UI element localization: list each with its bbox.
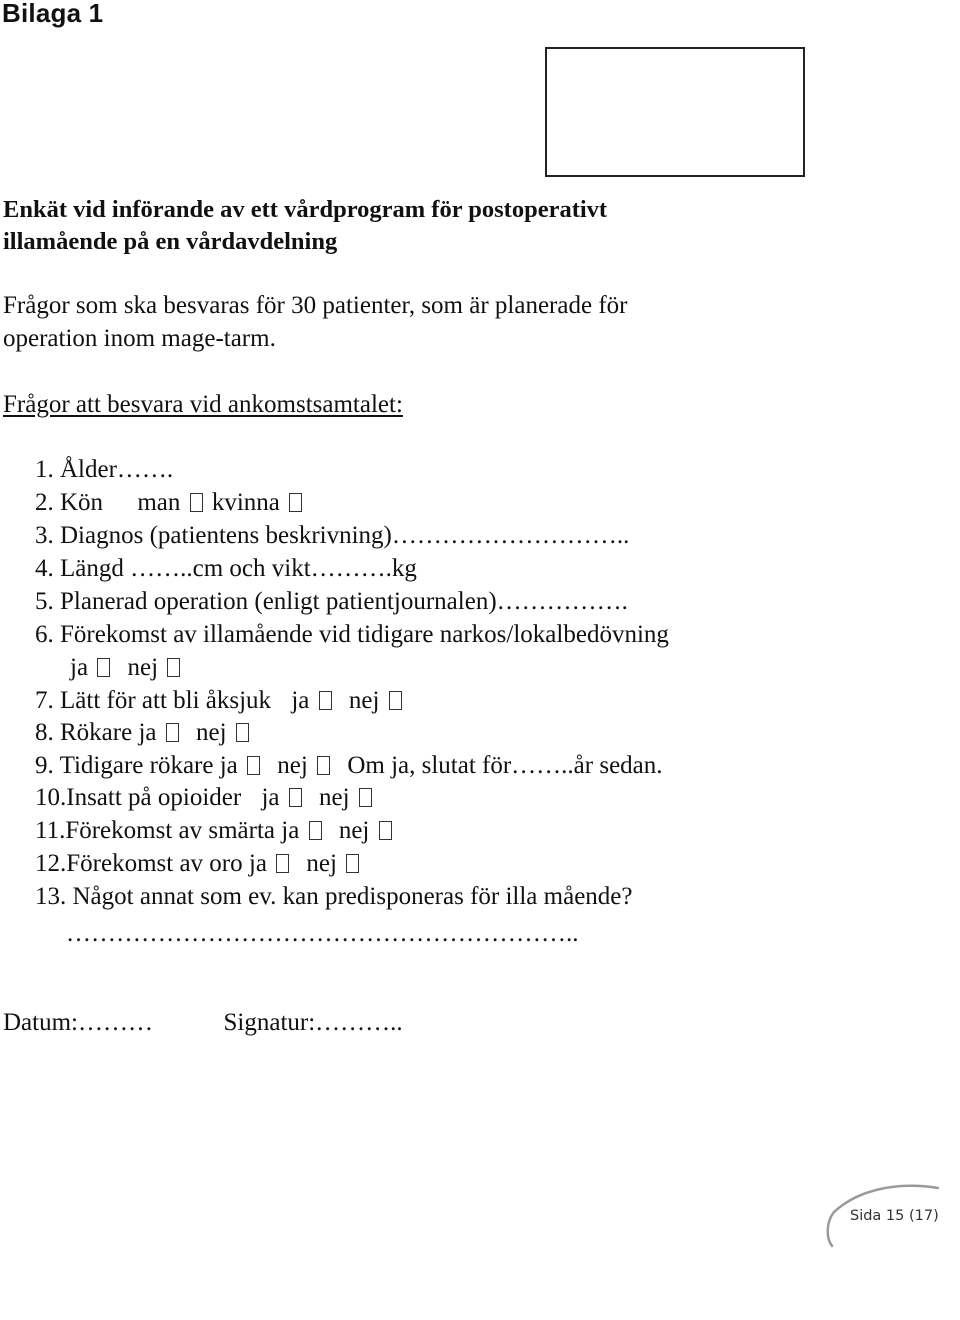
- option-label: kvinna: [211, 489, 280, 516]
- question-4: [35, 553, 417, 585]
- question-followup: Om ja, slutat för……..år sedan.: [347, 752, 663, 779]
- checkbox-nej[interactable]: [389, 691, 402, 710]
- checkbox-ja[interactable]: [319, 691, 332, 710]
- page-number: Sida 15 (17): [850, 1208, 939, 1224]
- question-8: [35, 717, 252, 749]
- option-label: man: [137, 489, 181, 516]
- option-label: nej: [127, 654, 159, 681]
- question-text: Något annat som ev. kan predisponeras för illa mående?: [72, 883, 633, 910]
- question-text: Insatt på opioider: [66, 784, 242, 811]
- option-label: ja: [281, 817, 300, 844]
- question-11: [35, 815, 395, 847]
- question-number: 1.: [35, 456, 54, 483]
- question-number: 5.: [35, 588, 54, 615]
- question-number: 7.: [35, 687, 54, 714]
- checkbox-ja[interactable]: [309, 821, 322, 840]
- question-7: [35, 685, 405, 717]
- datum-field[interactable]: Datum:………: [3, 1009, 153, 1036]
- question-number: 13.: [35, 883, 67, 910]
- question-number: 3.: [35, 522, 54, 549]
- checkbox-nej[interactable]: [317, 756, 330, 775]
- option-label: nej: [306, 850, 337, 877]
- question-number: 4.: [35, 555, 54, 582]
- question-6: [35, 619, 669, 651]
- question-text: Ålder…….: [60, 456, 174, 483]
- question-2: [35, 487, 305, 519]
- checkbox-kvinna[interactable]: [289, 493, 302, 512]
- page-heading: Bilaga 1: [2, 0, 104, 28]
- question-number: 6.: [35, 621, 54, 648]
- question-text: Diagnos (patientens beskrivning)………………………..: [60, 522, 630, 549]
- stamp-box: [545, 47, 805, 177]
- question-5: [35, 586, 628, 618]
- question-text: Planerad operation (enligt patientjournalen)…………….: [60, 588, 628, 615]
- document-title: [3, 194, 763, 258]
- checkbox-ja[interactable]: [289, 788, 302, 807]
- question-13: [35, 881, 633, 913]
- checkbox-nej[interactable]: [167, 658, 180, 677]
- title-line-2: illamående på en vårdavdelning: [3, 228, 338, 255]
- question-text: Förekomst av illamående vid tidigare narkos/lokalbedövning: [60, 621, 669, 648]
- question-1: [35, 454, 173, 486]
- option-label: ja: [261, 784, 280, 811]
- question-text: Tidigare rökare: [59, 752, 214, 779]
- checkbox-ja[interactable]: [247, 756, 260, 775]
- signatur-field[interactable]: Signatur:………..: [223, 1009, 403, 1036]
- question-9: [35, 750, 663, 782]
- option-label: nej: [348, 687, 380, 714]
- question-12: [35, 848, 362, 880]
- question-text: Förekomst av oro: [66, 850, 243, 877]
- option-label: ja: [219, 752, 238, 779]
- option-label: nej: [338, 817, 370, 844]
- checkbox-man[interactable]: [190, 493, 203, 512]
- answer-line[interactable]: ……………………………………………………..: [66, 920, 579, 947]
- checkbox-nej[interactable]: [346, 854, 359, 873]
- option-label: ja: [291, 687, 310, 714]
- checkbox-ja[interactable]: [276, 854, 289, 873]
- title-line-1: Enkät vid införande av ett vårdprogram för postoperativt: [3, 196, 608, 223]
- option-label: nej: [196, 719, 227, 746]
- option-label: nej: [319, 784, 350, 811]
- checkbox-nej[interactable]: [359, 788, 372, 807]
- option-label: nej: [277, 752, 308, 779]
- question-text: Förekomst av smärta: [65, 817, 276, 844]
- checkbox-nej[interactable]: [379, 821, 392, 840]
- intro-text: [3, 290, 763, 355]
- option-label: ja: [138, 719, 157, 746]
- checkbox-nej[interactable]: [236, 723, 249, 742]
- question-number: 2.: [35, 489, 54, 516]
- question-text: Lätt för att bli åksjuk: [60, 687, 272, 714]
- question-number: 12.: [35, 850, 67, 877]
- question-number: 11.: [35, 817, 66, 844]
- question-number: 10.: [35, 784, 67, 811]
- question-number: 9.: [35, 752, 54, 779]
- checkbox-ja[interactable]: [166, 723, 179, 742]
- intro-line-1: Frågor som ska besvaras för 30 patienter, som är planerade för: [3, 292, 628, 319]
- question-6-options: [70, 652, 183, 684]
- checkbox-ja[interactable]: [97, 658, 110, 677]
- question-text: Längd ……..cm och vikt……….kg: [60, 555, 417, 582]
- question-number: 8.: [35, 719, 54, 746]
- question-3: [35, 520, 629, 552]
- option-label: ja: [248, 850, 267, 877]
- signature-row: [3, 1009, 403, 1037]
- option-label: ja: [70, 654, 89, 681]
- question-text: Rökare: [60, 719, 133, 746]
- intro-line-2: operation inom mage-tarm.: [3, 324, 276, 352]
- section-heading: Frågor att besvara vid ankomstsamtalet:: [3, 391, 403, 418]
- question-10: [35, 782, 375, 814]
- question-text: Kön: [60, 489, 104, 516]
